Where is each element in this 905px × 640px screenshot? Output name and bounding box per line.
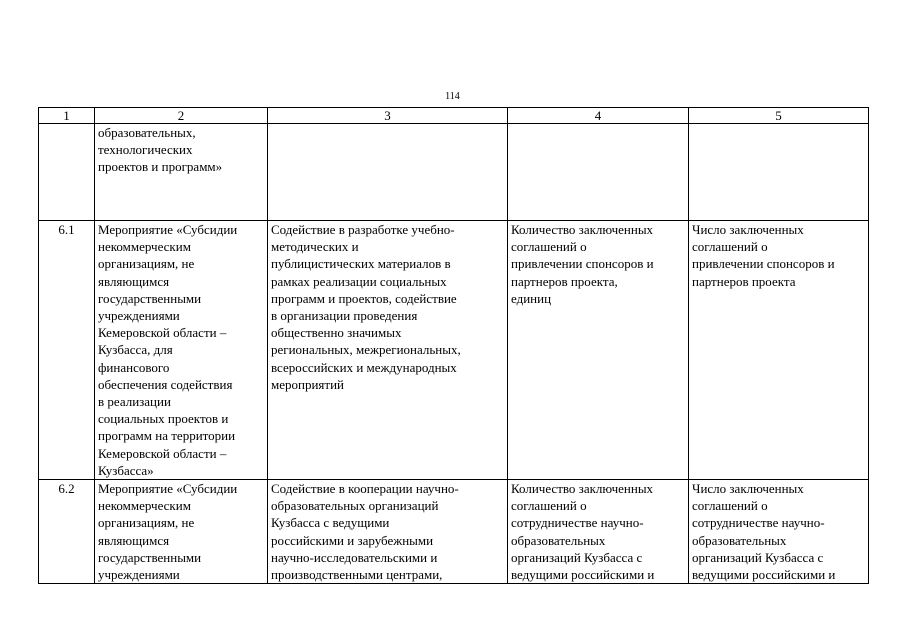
cell-text-line: программ на территории <box>98 428 236 444</box>
cell-text-line: являющимся <box>98 273 170 289</box>
cell-text-line: обеспечения содействия <box>98 376 233 392</box>
cell-text-line: проектов и программ» <box>98 159 223 175</box>
cell-text-line: соглашений о <box>692 239 768 255</box>
row-number: 6.1 <box>39 221 95 480</box>
cell-text-line: учреждениями <box>98 567 180 583</box>
result-cell <box>689 124 869 221</box>
column-header: 3 <box>268 108 508 124</box>
cell-text-line: сотрудничестве научно- <box>692 515 825 531</box>
cell-text-line: единиц <box>511 290 552 306</box>
cell-text-line: Кузбасса с ведущими <box>271 515 390 531</box>
indicator-cell <box>508 124 689 221</box>
cell-text-line: учреждениями <box>98 308 180 324</box>
cell-text-line: Мероприятие «Субсидии <box>98 481 238 497</box>
description-cell <box>268 480 508 584</box>
cell-text-line: соглашений о <box>692 498 768 514</box>
column-header: 2 <box>95 108 268 124</box>
description-cell <box>268 221 508 480</box>
cell-text-line: некоммерческим <box>98 239 191 255</box>
cell-text-line: общественно значимых <box>271 325 402 341</box>
cell-text-line: соглашений о <box>511 498 587 514</box>
cell-text-line: Содействие в кооперации научно- <box>271 481 459 497</box>
cell-text-line: Кузбасса» <box>98 462 154 478</box>
event-name-cell <box>95 124 268 221</box>
cell-text-line: привлечении спонсоров и <box>692 256 835 272</box>
cell-text-line: Число заключенных <box>692 222 804 237</box>
cell-text-line: научно-исследовательскими и <box>271 549 438 565</box>
cell-text-line: образовательных <box>511 532 606 548</box>
cell-text-line: Мероприятие «Субсидии <box>98 222 238 237</box>
indicator-cell <box>508 480 689 584</box>
cell-text-line: организациям, не <box>98 515 195 531</box>
cell-text-line: методических и <box>271 239 359 255</box>
event-name-cell <box>95 480 268 584</box>
column-header: 5 <box>689 108 869 124</box>
cell-text-line: образовательных, <box>98 125 196 140</box>
row-number <box>39 124 95 221</box>
cell-text-line: государственными <box>98 549 202 565</box>
cell-text-line: российскими и зарубежными <box>271 532 434 548</box>
cell-text-line: партнеров проекта <box>692 273 796 289</box>
document-table <box>38 107 869 584</box>
column-header: 1 <box>39 108 95 124</box>
cell-text-line: финансового <box>98 359 170 375</box>
cell-text-line: Количество заключенных <box>511 222 654 237</box>
cell-text-line: организаций Кузбасса с <box>692 549 824 565</box>
cell-text-line: соглашений о <box>511 239 587 255</box>
cell-text-line: образовательных <box>692 532 787 548</box>
cell-text-line: Количество заключенных <box>511 481 654 497</box>
cell-text-line: являющимся <box>98 532 170 548</box>
cell-text-line: сотрудничестве научно- <box>511 515 644 531</box>
column-header: 4 <box>508 108 689 124</box>
event-name-cell <box>95 221 268 480</box>
cell-text-line: технологических <box>98 142 193 158</box>
cell-text-line: публицистических материалов в <box>271 256 451 272</box>
cell-text-line: всероссийских и международных <box>271 359 457 375</box>
cell-text-line: государственными <box>98 290 202 306</box>
cell-text-line: мероприятий <box>271 376 344 392</box>
cell-text-line: образовательных организаций <box>271 498 439 514</box>
result-cell <box>689 480 869 584</box>
cell-text-line: Кузбасса, для <box>98 342 173 358</box>
cell-text-line: привлечении спонсоров и <box>511 256 654 272</box>
table-row <box>39 221 869 480</box>
cell-text-line: социальных проектов и <box>98 411 229 427</box>
cell-text-line: региональных, межрегиональных, <box>271 342 461 358</box>
cell-text-line: в реализации <box>98 394 171 410</box>
row-number: 6.2 <box>39 480 95 584</box>
cell-text-line: Кемеровской области – <box>98 325 227 341</box>
cell-text-line: организаций Кузбасса с <box>511 549 643 565</box>
cell-text-line: производственными центрами, <box>271 567 443 583</box>
table-header-row <box>39 108 869 124</box>
cell-text-line: ведущими российскими и <box>692 567 836 583</box>
cell-text-line: рамках реализации социальных <box>271 273 447 289</box>
result-cell <box>689 221 869 480</box>
cell-text-line: партнеров проекта, <box>511 273 618 289</box>
table-row <box>39 124 869 221</box>
page-number: 114 <box>445 91 460 102</box>
table-row <box>39 480 869 584</box>
cell-text-line: организациям, не <box>98 256 195 272</box>
cell-text-line: Содействие в разработке учебно- <box>271 222 455 237</box>
cell-text-line: Число заключенных <box>692 481 804 497</box>
cell-text-line: программ и проектов, содействие <box>271 290 457 306</box>
cell-text-line: некоммерческим <box>98 498 191 514</box>
cell-text-line: ведущими российскими и <box>511 567 655 583</box>
cell-text-line: Кемеровской области – <box>98 445 227 461</box>
indicator-cell <box>508 221 689 480</box>
cell-text-line: в организации проведения <box>271 308 418 324</box>
description-cell <box>268 124 508 221</box>
